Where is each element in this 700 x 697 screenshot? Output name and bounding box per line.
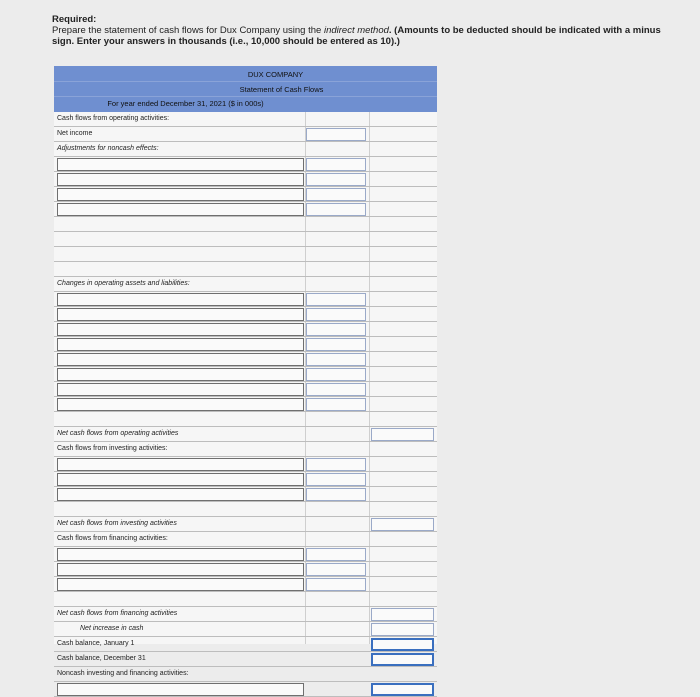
- table-row: [54, 457, 437, 472]
- header-divider: [54, 81, 437, 82]
- table-row: [54, 352, 437, 367]
- amount-input[interactable]: [306, 158, 366, 171]
- amount-input[interactable]: [306, 548, 366, 561]
- table-row: [54, 682, 437, 697]
- total-input[interactable]: [371, 638, 434, 651]
- row-label: Net cash flows from financing activities: [57, 610, 178, 617]
- description-input[interactable]: [57, 548, 304, 561]
- statement-header: [54, 66, 437, 112]
- table-row: [54, 427, 437, 442]
- total-input[interactable]: [371, 608, 434, 621]
- table-row: [54, 592, 437, 607]
- amount-input[interactable]: [306, 173, 366, 186]
- table-row: [54, 172, 437, 187]
- instructions-note: . (Amounts to be deducted should be indicated with a minus sign. Enter your answers in thousands (i.e., 10,000 should be entered as 10).): [52, 25, 661, 47]
- row-label: Adjustments for noncash effects:: [57, 145, 159, 152]
- description-input[interactable]: [57, 398, 304, 411]
- header-divider: [54, 96, 437, 97]
- description-input[interactable]: [57, 323, 304, 336]
- cash-flow-statement: [54, 66, 437, 677]
- amount-input[interactable]: [306, 353, 366, 366]
- table-row: [54, 142, 437, 157]
- table-row: [54, 382, 437, 397]
- row-label: Cash flows from investing activities:: [57, 445, 168, 452]
- table-row: [54, 667, 437, 682]
- amount-input[interactable]: [371, 683, 434, 696]
- description-input[interactable]: [57, 473, 304, 486]
- table-row: [54, 652, 437, 667]
- amount-input[interactable]: [306, 188, 366, 201]
- row-label: Cash flows from financing activities:: [57, 535, 168, 542]
- table-row: [54, 517, 437, 532]
- amount-input[interactable]: [306, 128, 366, 141]
- row-label: Changes in operating assets and liabilities:: [57, 280, 190, 287]
- amount-input[interactable]: [306, 338, 366, 351]
- amount-input[interactable]: [306, 293, 366, 306]
- table-row: [54, 547, 437, 562]
- table-row: [54, 247, 437, 262]
- amount-input[interactable]: [306, 458, 366, 471]
- statement-title: Statement of Cash Flows: [239, 85, 324, 94]
- amount-input[interactable]: [306, 398, 366, 411]
- table-row: [54, 232, 437, 247]
- instructions-method: indirect method: [323, 25, 389, 36]
- instructions: [52, 14, 662, 47]
- table-row: [54, 412, 437, 427]
- amount-input[interactable]: [306, 578, 366, 591]
- table-row: [54, 472, 437, 487]
- description-input[interactable]: [57, 353, 304, 366]
- required-heading: Required:: [52, 14, 97, 25]
- table-row: [54, 562, 437, 577]
- table-row: [54, 637, 437, 652]
- row-label: Net increase in cash: [80, 625, 144, 632]
- description-input[interactable]: [57, 683, 304, 696]
- description-input[interactable]: [57, 293, 304, 306]
- amount-input[interactable]: [306, 203, 366, 216]
- amount-input[interactable]: [306, 383, 366, 396]
- description-input[interactable]: [57, 458, 304, 471]
- table-row: [54, 502, 437, 517]
- description-input[interactable]: [57, 203, 304, 216]
- description-input[interactable]: [57, 308, 304, 321]
- description-input[interactable]: [57, 368, 304, 381]
- description-input[interactable]: [57, 488, 304, 501]
- table-row: [54, 487, 437, 502]
- amount-input[interactable]: [306, 473, 366, 486]
- table-row: [54, 262, 437, 277]
- description-input[interactable]: [57, 578, 304, 591]
- row-label: Net income: [57, 130, 93, 137]
- row-label: Cash flows from operating activities:: [57, 115, 170, 122]
- table-row: [54, 187, 437, 202]
- company-name: DUX COMPANY: [247, 70, 304, 79]
- table-row: [54, 112, 437, 127]
- row-label: Net cash flows from investing activities: [57, 520, 177, 527]
- table-row: [54, 442, 437, 457]
- amount-input[interactable]: [306, 323, 366, 336]
- description-input[interactable]: [57, 338, 304, 351]
- table-row: [54, 337, 437, 352]
- table-row: [54, 292, 437, 307]
- table-row: [54, 607, 437, 622]
- statement-period: For year ended December 31, 2021 ($ in 000s): [107, 99, 264, 108]
- description-input[interactable]: [57, 173, 304, 186]
- table-row: [54, 532, 437, 547]
- table-row: [54, 367, 437, 382]
- row-label: Noncash investing and financing activities:: [57, 670, 189, 677]
- total-input[interactable]: [371, 623, 434, 636]
- row-label: Cash balance, December 31: [57, 655, 146, 662]
- row-label: Net cash flows from operating activities: [57, 430, 179, 437]
- amount-input[interactable]: [306, 563, 366, 576]
- table-row: [54, 217, 437, 232]
- table-row: [54, 157, 437, 172]
- description-input[interactable]: [57, 563, 304, 576]
- table-row: [54, 322, 437, 337]
- table-row: [54, 127, 437, 142]
- amount-input[interactable]: [306, 368, 366, 381]
- total-input[interactable]: [371, 428, 434, 441]
- table-row: [54, 307, 437, 322]
- description-input[interactable]: [57, 188, 304, 201]
- amount-input[interactable]: [306, 488, 366, 501]
- total-input[interactable]: [371, 518, 434, 531]
- table-row: [54, 577, 437, 592]
- row-label: Cash balance, January 1: [57, 640, 135, 647]
- table-row: [54, 277, 437, 292]
- amount-input[interactable]: [306, 308, 366, 321]
- total-input[interactable]: [371, 653, 434, 666]
- instructions-text: Prepare the statement of cash flows for Dux Company using the: [52, 25, 324, 36]
- table-row: [54, 397, 437, 412]
- table-row: [54, 622, 437, 637]
- table-row: [54, 202, 437, 217]
- description-input[interactable]: [57, 158, 304, 171]
- description-input[interactable]: [57, 383, 304, 396]
